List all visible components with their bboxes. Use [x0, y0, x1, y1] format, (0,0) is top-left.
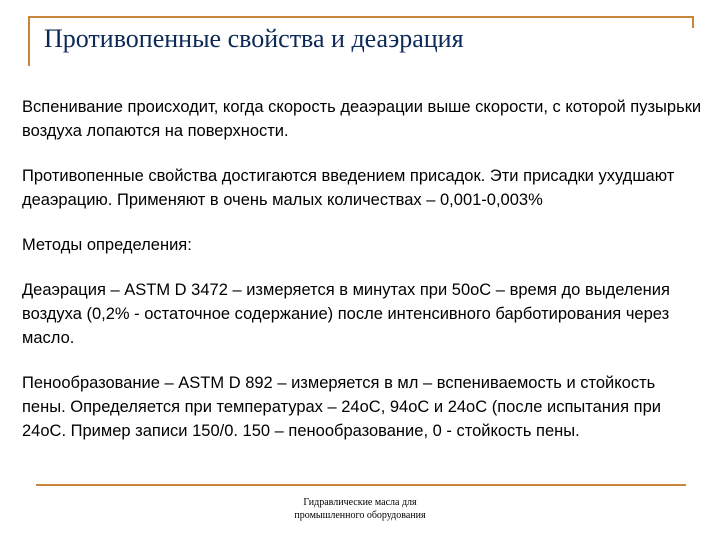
slide-body [22, 95, 702, 464]
footer-divider [36, 484, 686, 486]
paragraph-foaming-method: Пенообразование – ASTM D 892 – измеряется в мл – вспениваемость и стойкость пены. Определяется при температурах – 24oC, 94oC и 24oC (после испытания при 24oC. Пример записи 150/0. 150 – пенообразование, 0 - стойкость пены. [22, 374, 661, 440]
frame-corner-tick [692, 16, 694, 28]
paragraph-deaeration-method: Деаэрация – ASTM D 3472 – измеряется в минутах при 50oC – время до выделения воздуха (0,2% - остаточное содержание) после интенсивного барботирования через масло. [22, 281, 670, 347]
footer-caption [260, 496, 460, 522]
paragraph-foaming: Вспенивание происходит, когда скорость деаэрации выше скорости, с которой пузырьки воздуха лопаются на поверхности. [22, 98, 702, 140]
footer-line-2: промышленного оборудования [294, 510, 426, 521]
slide-title: Противопенные свойства и деаэрация [44, 24, 464, 53]
footer-line-1: Гидравлические масла для [303, 497, 417, 508]
paragraph-antifoam: Противопенные свойства достигаются введением присадок. Эти присадки ухудшают деаэрацию. Применяют в очень малых количествах – 0,001-0,003% [22, 167, 675, 209]
paragraph-methods-heading: Методы определения: [22, 236, 192, 254]
